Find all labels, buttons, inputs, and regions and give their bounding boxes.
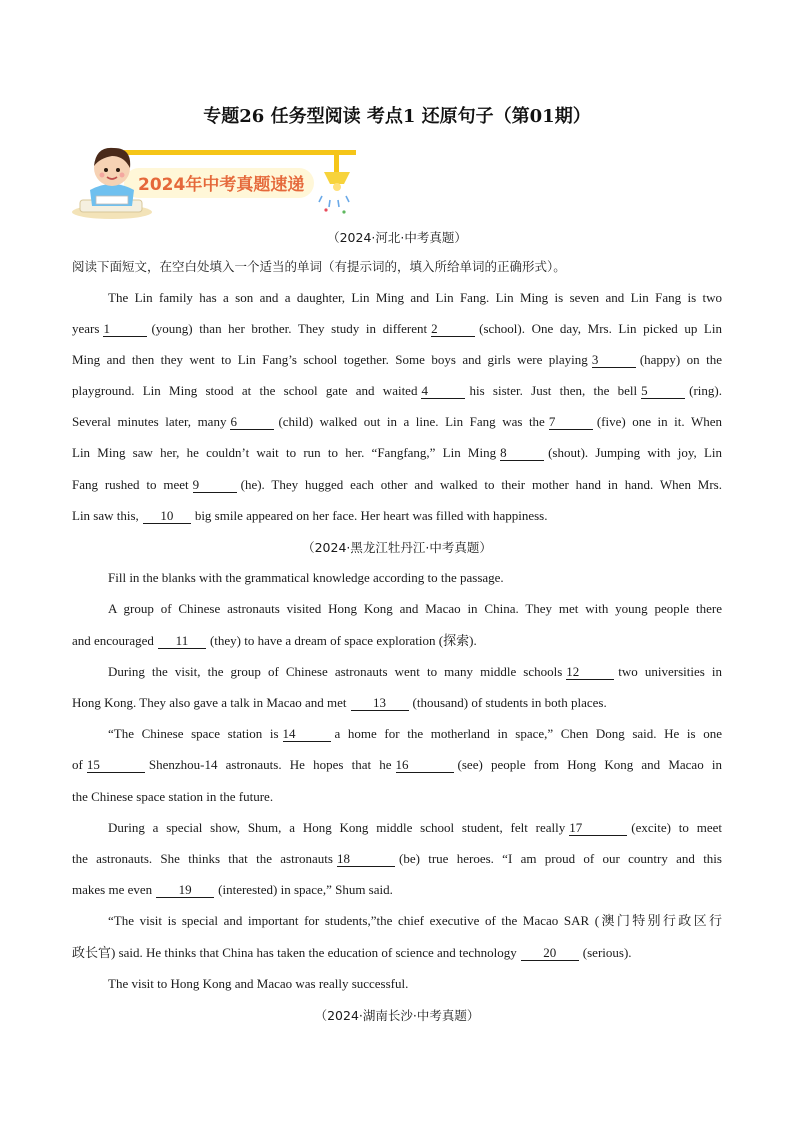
passage-line: makes me even 19 (interested) in space,” Shum said.: [72, 882, 393, 897]
passage-line: A group of Chinese astronauts visited Hong Kong and Macao in China. They met with young people there: [108, 601, 722, 616]
blank[interactable]: 15: [87, 757, 145, 773]
blank[interactable]: 14: [283, 726, 331, 742]
blank[interactable]: 6: [230, 414, 274, 430]
passage-line: The visit to Hong Kong and Macao was really successful.: [108, 976, 409, 991]
passage-line: During the visit, the group of Chinese astronauts went to many middle schools 12 two universities in: [108, 664, 722, 679]
passage-line: the Chinese space station in the future.: [72, 789, 274, 804]
blank[interactable]: 17: [569, 820, 627, 836]
passage-line: Hong Kong. They also gave a talk in Macao and met 13 (thousand) of students in both places.: [72, 695, 607, 710]
blank[interactable]: 9: [193, 477, 237, 493]
blank[interactable]: 16: [396, 757, 454, 773]
source-label: （2024·河北·中考真题）: [327, 230, 467, 245]
blank[interactable]: 12: [566, 664, 614, 680]
blank[interactable]: 20: [521, 945, 579, 961]
passage-line: Several minutes later, many 6 (child) walked out in a line. Lin Fang was the 7 (five) one in it. When: [72, 414, 722, 429]
banner-illustration: [72, 140, 362, 220]
blank[interactable]: 1: [103, 321, 147, 337]
source-label: （2024·湖南长沙·中考真题）: [314, 1008, 480, 1023]
source-label: （2024·黑龙江牡丹江·中考真题）: [302, 540, 492, 555]
passage-line: During a special show, Shum, a Hong Kong middle school student, felt really 17 (excite) to meet: [108, 820, 722, 835]
passage-line: the astronauts. She thinks that the astronauts 18 (be) true heroes. “I am proud of our country and this: [72, 851, 722, 866]
blank[interactable]: 7: [549, 414, 593, 430]
passage-line: 政长官) said. He thinks that China has taken the education of science and technology 20 (serious).: [72, 945, 632, 960]
blank[interactable]: 2: [431, 321, 475, 337]
passage-line: years 1 (young) than her brother. They study in different 2 (school). One day, Mrs. Lin picked up Lin: [72, 321, 722, 336]
passage-line: “The visit is special and important for students,”the chief executive of the Macao SAR (澳门特别行政区行: [108, 913, 722, 928]
blank[interactable]: 19: [156, 882, 214, 898]
passage-line: playground. Lin Ming stood at the school gate and waited 4 his sister. Just then, the bell 5 (ring).: [72, 383, 722, 398]
blank[interactable]: 18: [337, 851, 395, 867]
passage-line: Lin Ming saw her, he couldn’t wait to run to her. “Fangfang,” Lin Ming 8 (shout). Jumping with joy, Lin: [72, 445, 722, 460]
passage-line: Lin saw this, 10 big smile appeared on her face. Her heart was filled with happiness.: [72, 508, 548, 523]
passage-line: The Lin family has a son and a daughter, Lin Ming and Lin Fang. Lin Ming is seven and Lin Fang is two: [108, 290, 722, 305]
passage-line: Fang rushed to meet 9 (he). They hugged each other and walked to their mother hand in hand. When Mrs.: [72, 477, 722, 492]
blank[interactable]: 11: [158, 633, 206, 649]
page-title: 专题26 任务型阅读 考点1 还原句子（第01期）: [203, 106, 591, 127]
blank[interactable]: 8: [500, 445, 544, 461]
blank[interactable]: 13: [351, 695, 409, 711]
instruction: 阅读下面短文，在空白处填入一个适当的单词（有提示词的，填入所给单词的正确形式）。: [72, 259, 566, 274]
passage-line: Fill in the blanks with the grammatical knowledge according to the passage.: [108, 570, 504, 585]
passage-line: Ming and then they went to Lin Fang’s school together. Some boys and girls were playing 3 (happy) on the: [72, 352, 723, 367]
banner-text: 2024年中考真题速递: [138, 175, 305, 195]
passage-line: and encouraged 11 (they) to have a dream of space exploration (探索).: [72, 633, 477, 648]
blank[interactable]: 4: [421, 383, 465, 399]
blank[interactable]: 10: [143, 508, 191, 524]
passage-line: “The Chinese space station is 14 a home for the motherland in space,” Chen Dong said. He is one: [108, 726, 722, 741]
passage-line: of 15 Shenzhou-14 astronauts. He hopes that he 16 (see) people from Hong Kong and Macao in: [72, 757, 722, 772]
blank[interactable]: 5: [641, 383, 685, 399]
blank[interactable]: 3: [592, 352, 636, 368]
